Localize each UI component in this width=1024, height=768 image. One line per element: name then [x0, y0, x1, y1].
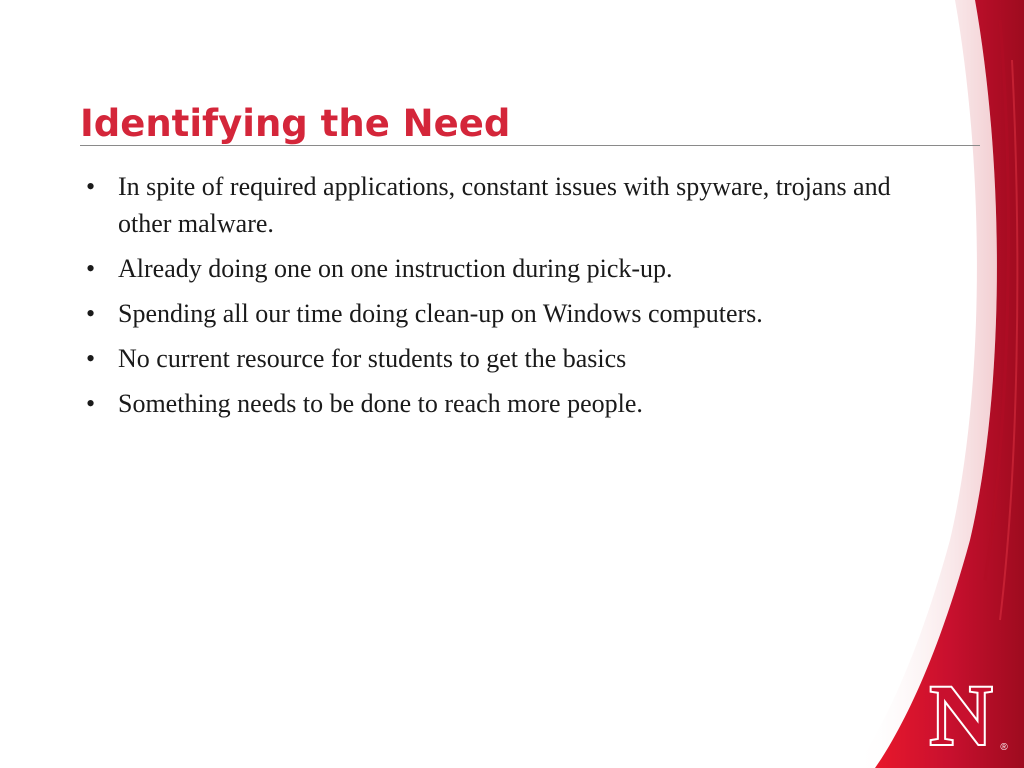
bullet-marker: •	[86, 344, 96, 373]
bullet-text: Spending all our time doing clean-up on Windows computers.	[118, 299, 763, 328]
bullet-text: No current resource for students to get the basics	[118, 344, 627, 373]
bullet-text: Already doing one on one instruction during pick-up.	[118, 254, 673, 283]
bullet-marker: •	[86, 172, 96, 201]
bullet-marker: •	[86, 299, 96, 328]
bullet-item	[80, 295, 910, 332]
slide-title: Identifying the Need	[80, 102, 511, 145]
bullet-item	[80, 250, 910, 287]
bullet-list	[80, 168, 910, 430]
university-n-logo	[920, 672, 1010, 758]
bullet-item	[80, 168, 910, 242]
bullet-item	[80, 340, 910, 377]
bullet-marker: •	[86, 254, 96, 283]
bullet-text: Something needs to be done to reach more people.	[118, 389, 643, 418]
bullet-item	[80, 385, 910, 422]
title-divider	[80, 145, 980, 146]
logo-letter: N	[929, 672, 993, 758]
registered-mark: ®	[1000, 742, 1008, 753]
bullet-marker: •	[86, 389, 96, 418]
bullet-text: In spite of required applications, constant issues with spyware, trojans and other malware.	[118, 172, 891, 238]
